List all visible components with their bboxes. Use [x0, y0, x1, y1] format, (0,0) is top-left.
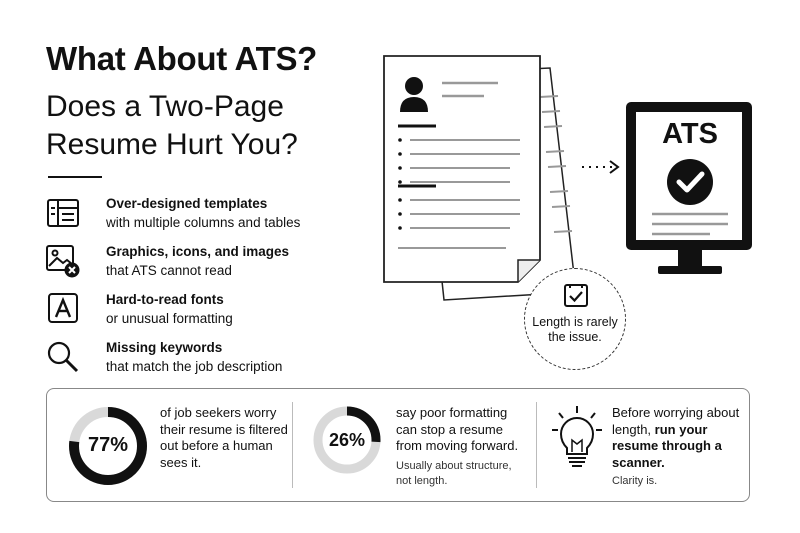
page-title: What About ATS?	[46, 40, 318, 77]
magnifier-icon	[46, 340, 80, 374]
stat-text: say poor formatting can stop a resume from moving forward.	[396, 405, 519, 453]
issue-item-graphics	[46, 242, 376, 286]
flow-arrow	[582, 161, 618, 173]
page-subtitle: Does a Two-Page Resume Hurt You?	[46, 90, 298, 161]
issue-text: with multiple columns and tables	[106, 215, 301, 230]
lightbulb-icon	[549, 404, 605, 474]
stat-percent: 26%	[328, 430, 366, 450]
issue-title: Over-designed templates	[106, 196, 268, 211]
stat-text-tip	[612, 405, 746, 471]
issue-title: Hard-to-read fonts	[106, 292, 224, 307]
stat-note: Usually about structure, not length.	[396, 460, 512, 487]
issue-item-fonts	[46, 290, 376, 334]
callout-text: Length is rarely the issue.	[532, 315, 618, 344]
stat-text: of job seekers worry their resume is filtered out before a human sees it.	[160, 405, 288, 470]
stat-percent: 77%	[87, 434, 129, 456]
issue-title: Graphics, icons, and images	[106, 244, 290, 259]
tip-bold-text: run your resume through a scanner.	[612, 421, 722, 470]
issue-text: that match the job description	[106, 359, 283, 374]
resume-front-page	[384, 56, 540, 282]
ats-label: ATS	[662, 118, 718, 150]
tip-text: Before worrying about length,	[612, 405, 740, 437]
stats-divider	[292, 402, 293, 488]
issue-item-keywords	[46, 338, 376, 382]
issue-title: Missing keywords	[106, 340, 223, 355]
issue-text: or unusual formatting	[106, 311, 233, 326]
image-blocked-icon	[46, 244, 80, 278]
stats-divider	[536, 402, 537, 488]
stat-note: Clarity is.	[612, 475, 658, 487]
title-divider	[48, 176, 102, 178]
issue-text: that ATS cannot read	[106, 263, 232, 278]
checkbox-icon	[562, 281, 590, 309]
check-circle-icon	[667, 159, 713, 205]
layout-template-icon	[46, 196, 80, 230]
length-callout	[524, 268, 626, 370]
font-icon	[46, 292, 80, 326]
issue-item-templates	[46, 194, 376, 238]
